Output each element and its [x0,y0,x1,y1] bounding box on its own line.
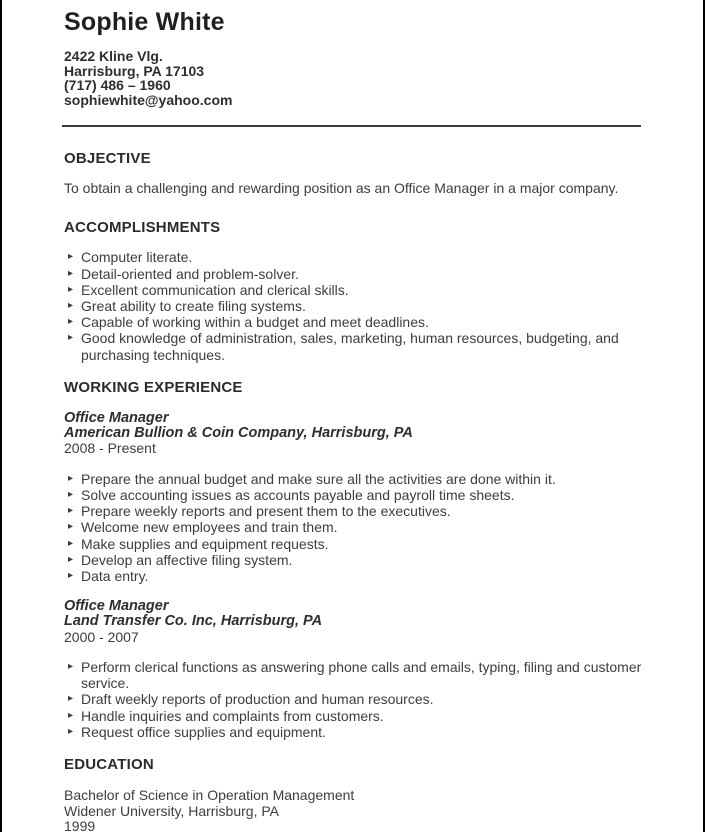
list-item-text: Detail-oriented and problem-solver. [81,265,299,282]
address-line-1: 2422 Kline Vlg. [64,48,163,64]
bullet-icon: ▸ [68,299,74,311]
bullet-icon: ▸ [68,553,74,565]
bullet-icon: ▸ [68,693,74,705]
bullet-icon: ▸ [68,267,74,279]
accomplishments-list [64,249,643,362]
bullet-icon: ▸ [68,251,74,263]
job-title: Office Manager [64,598,169,615]
address-line-2: Harrisburg, PA 17103 [64,62,205,79]
bullet-icon: ▸ [68,709,74,721]
list-item [64,282,643,298]
bullet-icon: ▸ [68,537,74,549]
degree: Bachelor of Science in Operation Management [64,787,355,804]
bullet-icon: ▸ [68,332,74,344]
section-heading-accomplishments: ACCOMPLISHMENTS [64,219,221,237]
bullet-icon: ▸ [68,488,74,500]
job-dates: 2008 - Present [64,440,156,457]
list-item-text: Excellent communication and clerical skills. [81,281,349,298]
list-item-text: Prepare weekly reports and present them to the executives. [81,503,451,520]
list-item [64,519,643,535]
list-item [64,503,643,519]
list-item-text: Develop an affective filing system. [81,551,293,568]
list-item [64,568,643,584]
list-item-text: Request office supplies and equipment. [81,723,326,740]
list-item [64,487,643,503]
header-divider [62,125,641,127]
bullet-icon: ▸ [68,521,74,533]
job-header [64,411,643,457]
duties-list [64,659,643,740]
list-item [64,708,643,724]
list-item-text: Capable of working within a budget and meet deadlines. [81,314,429,331]
bullet-icon: ▸ [68,661,74,672]
job-title: Office Manager [64,409,169,426]
bullet-icon: ▸ [68,316,74,328]
graduation-year: 1999 [64,818,96,832]
bullet-icon: ▸ [68,505,74,517]
resume-content [2,0,703,832]
list-item [64,691,643,707]
list-item [64,314,643,330]
section-heading-objective: OBJECTIVE [64,150,151,168]
section-heading-experience: WORKING EXPERIENCE [64,378,243,396]
bullet-icon: ▸ [68,283,74,295]
list-item [64,724,643,740]
list-item-text: Great ability to create filing systems. [81,297,306,314]
list-item-text: Data entry. [81,567,149,584]
list-item [64,266,643,282]
education-block [64,788,643,832]
candidate-name: Sophie White [64,8,225,36]
bullet-icon: ▸ [68,569,74,581]
list-item-text: Good knowledge of administration, sales, marketing, human resources, budgeting, and purchasing techniques. [81,330,619,363]
bullet-icon: ▸ [68,472,74,484]
list-item [64,659,643,691]
contact-block [64,49,643,107]
section-heading-education: EDUCATION [64,756,154,774]
list-item-text: Computer literate. [81,249,193,266]
objective-text: To obtain a challenging and rewarding position as an Office Manager in a major company. [64,180,619,197]
list-item [64,552,643,568]
list-item-text: Welcome new employees and train them. [81,519,338,536]
school: Widener University, Harrisburg, PA [64,802,279,819]
phone-number: (717) 486 – 1960 [64,77,171,94]
job-company: Land Transfer Co. Inc, Harrisburg, PA [64,613,323,630]
list-item [64,471,643,487]
job-company: American Bullion & Coin Company, Harrisburg, PA [64,425,413,442]
bullet-icon: ▸ [68,725,74,737]
email-address: sophiewhite@yahoo.com [64,91,233,108]
list-item [64,249,643,265]
list-item-text: Prepare the annual budget and make sure all the activities are done within it. [81,470,556,487]
list-item [64,536,643,552]
job-dates: 2000 - 2007 [64,628,139,645]
list-item-text: Handle inquiries and complaints from customers. [81,707,384,724]
list-item-text: Solve accounting issues as accounts payable and payroll time sheets. [81,486,515,503]
job-header [64,599,643,645]
list-item [64,330,643,362]
list-item-text: Draft weekly reports of production and human resources. [81,691,434,708]
list-item-text: Perform clerical functions as answering phone calls and emails, typing, filing and customer service. [81,659,642,692]
duties-list [64,471,643,584]
list-item-text: Make supplies and equipment requests. [81,535,329,552]
list-item [64,298,643,314]
